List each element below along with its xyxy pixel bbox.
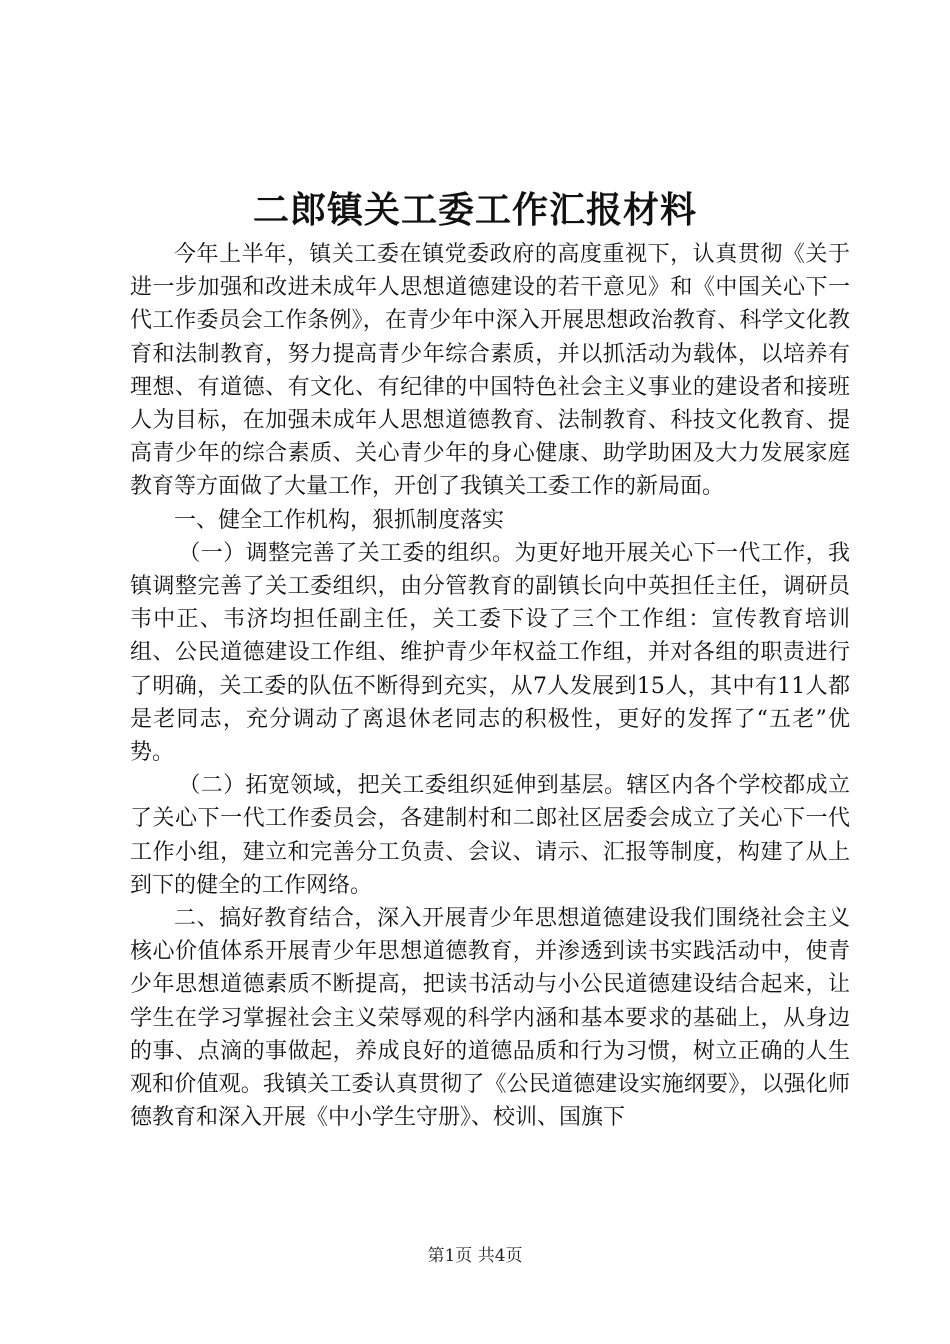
paragraph-subsection-2: （二）拓宽领域，把关工委组织延伸到基层。辖区内各个学校都成立了关心下一代工作委员会，各建制村和二郎社区居委会成立了关心下一代工作小组，建立和完善分工负责、会议、请示、汇报等制度，构建了从上到下的健全的工作网络。: [130, 773, 850, 898]
paragraph-intro: 今年上半年，镇关工委在镇党委政府的高度重视下，认真贯彻《关于进一步加强和改进未成年人思想道德建设的若干意见》和《中国关心下一代工作委员会工作条例》，在青少年中深入开展思想政治教育、科学文化教育和法制教育，努力提高青少年综合素质，并以抓活动为载体，以培养有理想、有道德、有文化、有纪律的中国特色社会主义事业的建设者和接班人为目标，在加强未成年人思想道德教育、法制教育、科技文化教育、提高青少年的综合素质、关心青少年的身心健康、助学助困及大力发展家庭教育等方面做了大量工作，开创了我镇关工委工作的新局面。: [130, 242, 850, 500]
section-heading-1: 一、健全工作机构，狠抓制度落实: [174, 507, 505, 533]
document-title: 二郎镇关工委工作汇报材料: [252, 189, 697, 231]
paragraph-subsection-1: （一）调整完善了关工委的组织。为更好地开展关心下一代工作，我镇调整完善了关工委组织，由分管教育的副镇长向中英担任主任，调研员韦中正、韦济均担任副主任，关工委下设了三个工作组：宣传教育培训组、公民道德建设工作组、维护青少年权益工作组，并对各组的职责进行了明确，关工委的队伍不断得到充实，从7人发展到15人，其中有11人都是老同志，充分调动了离退休老同志的积极性，更好的发挥了“五老”优势。: [130, 540, 850, 766]
page-footer: 第1页 共4页: [427, 1246, 523, 1266]
paragraph-section-2: 二、搞好教育结合，深入开展青少年思想道德建设我们围绕社会主义核心价值体系开展青少年思想道德教育，并渗透到读书实践活动中，使青少年思想道德素质不断提高，把读书活动与小公民道德建设结合起来，让学生在学习掌握社会主义荣辱观的科学内涵和基本要求的基础上，从身边的事、点滴的事做起，养成良好的道德品质和行为习惯，树立正确的人生观和价值观。我镇关工委认真贯彻了《公民道德建设实施纲要》，以强化师德教育和深入开展《中小学生守册》、校训、国旗下: [130, 906, 850, 1131]
document-body: [130, 238, 850, 1134]
